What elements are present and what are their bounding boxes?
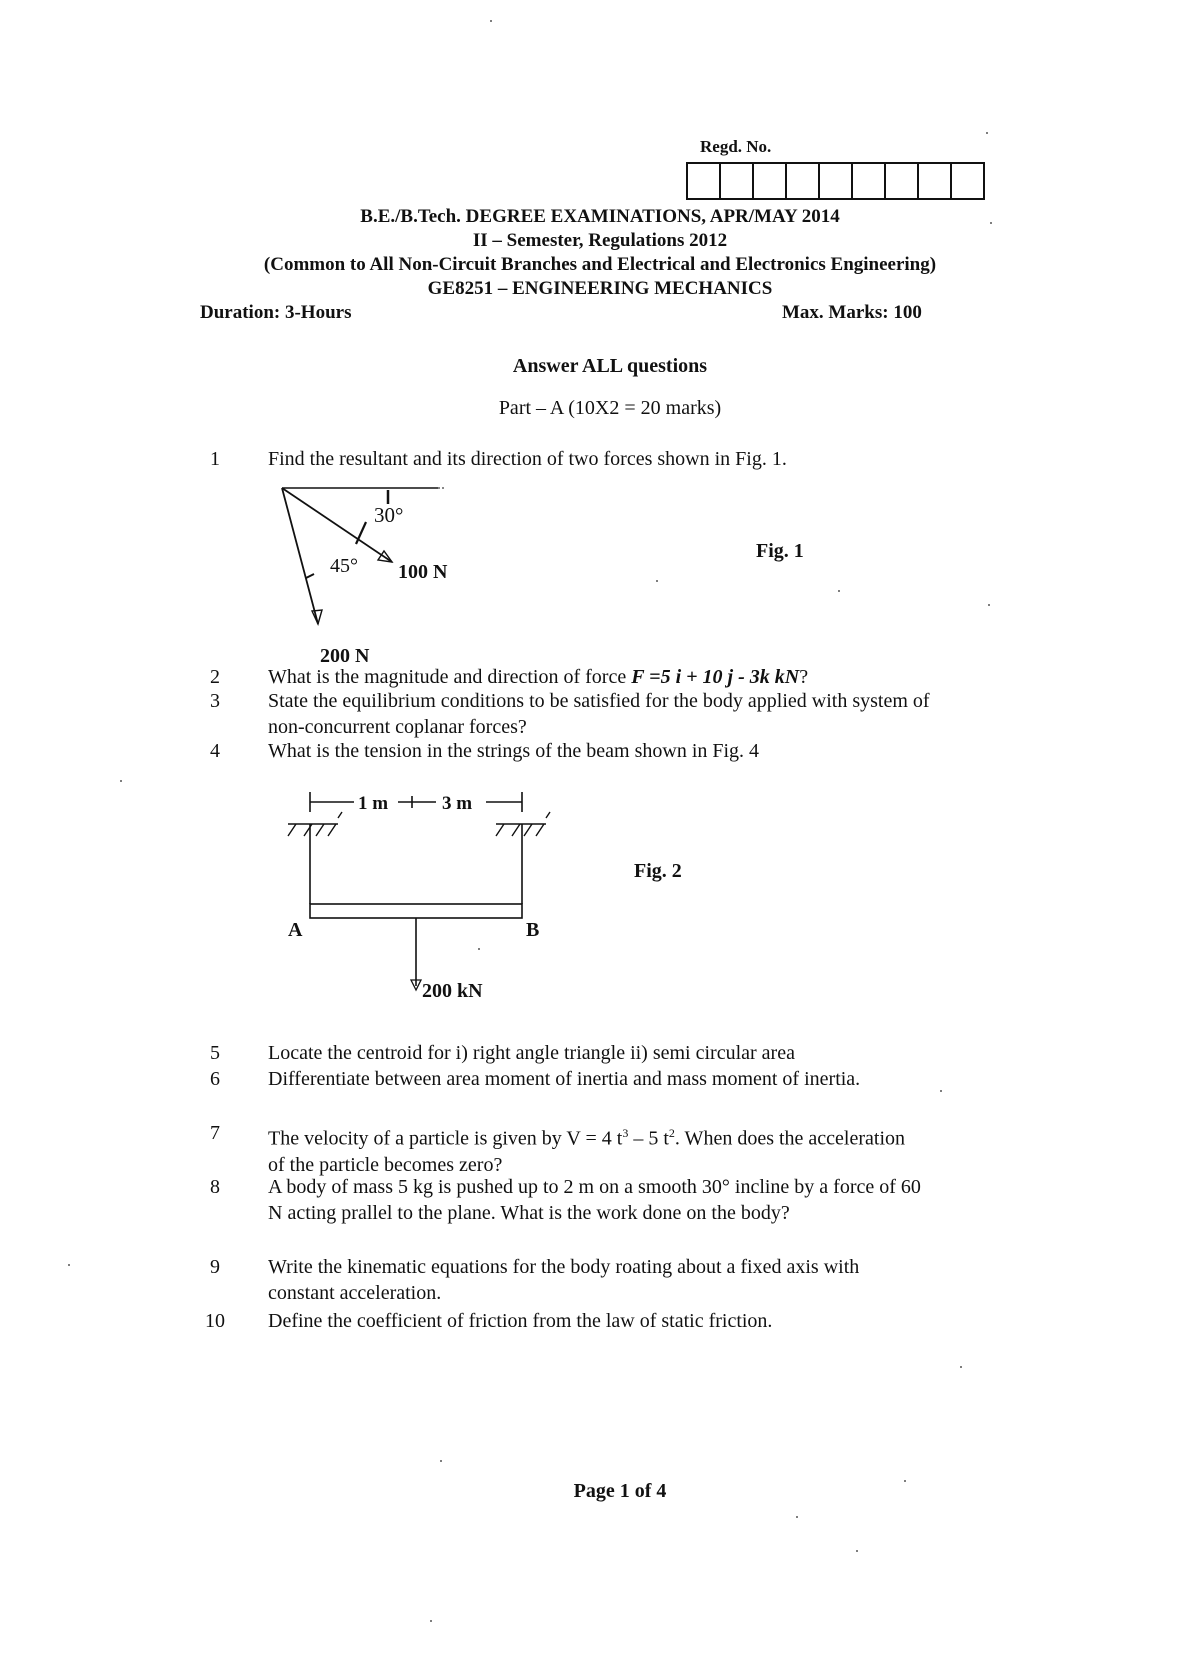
fig2-beam-diagram: [270, 790, 570, 1005]
fig2-load: 200 kN: [422, 980, 483, 1002]
question-text: Define the coefficient of friction from the law of static friction.: [268, 1310, 773, 1332]
answer-all-instruction: Answer ALL questions: [512, 355, 708, 377]
common-to-line: (Common to All Non-Circuit Branches and Electrical and Electronics Engineering): [263, 254, 937, 275]
fig2-dim-3m: 3 m: [442, 793, 473, 814]
question-text: Find the resultant and its direction of two forces shown in Fig. 1.: [268, 448, 787, 470]
question-text: Write the kinematic equations for the body roating about a fixed axis with constant acceleration.: [268, 1256, 860, 1304]
question-number: 4: [210, 740, 220, 762]
question-text: Differentiate between area moment of inertia and mass moment of inertia.: [268, 1068, 861, 1090]
question-number: 3: [210, 690, 220, 712]
fig2-point-b: B: [526, 919, 540, 941]
question-text: The velocity of a particle is given by V = 4 $t^3 - 5$ $t^2$. When does the acceleration of the particle becomes zero?: [268, 1126, 905, 1176]
max-marks: Max. Marks: 100: [782, 302, 922, 323]
regd-number-boxes: [686, 162, 985, 200]
question-text: Locate the centroid for i) right angle triangle ii) semi circular area: [268, 1042, 795, 1064]
semester-line: II – Semester, Regulations 2012: [472, 230, 728, 251]
fig1-force-100: 100 N: [398, 561, 448, 583]
fig2-label: Fig. 2: [634, 860, 682, 882]
part-a-heading: Part – A (10X2 = 20 marks): [498, 397, 722, 419]
fig2-dim-1m: 1 m: [358, 793, 389, 814]
question-number: 7: [210, 1122, 220, 1144]
question-text: What is the magnitude and direction of force F =5 i + 10 j - 3k kN?: [268, 666, 809, 688]
question-number: 8: [210, 1176, 220, 1198]
fig1-angle-45: 45°: [330, 555, 358, 577]
page-number: Page 1 of 4: [573, 1480, 667, 1502]
question-number: 10: [205, 1310, 225, 1332]
question-number: 1: [210, 448, 220, 470]
question-number: 6: [210, 1068, 220, 1090]
exam-title: B.E./B.Tech. DEGREE EXAMINATIONS, APR/MAY 2014: [360, 206, 840, 227]
regd-label: Regd. No.: [700, 137, 772, 156]
question-number: 9: [210, 1256, 220, 1278]
question-number: 5: [210, 1042, 220, 1064]
question-number: 2: [210, 666, 220, 688]
question-text: What is the tension in the strings of the beam shown in Fig. 4: [268, 740, 760, 762]
duration: Duration: 3-Hours: [200, 302, 352, 323]
fig1-force-200: 200 N: [320, 645, 370, 664]
question-text: A body of mass 5 kg is pushed up to 2 m on a smooth 30° incline by a force of 60 N acting prallel to the plane. What is the work done on the body?: [268, 1176, 921, 1224]
fig2-point-a: A: [288, 919, 303, 941]
course-title: GE8251 – ENGINEERING MECHANICS: [427, 278, 773, 299]
fig1-label: Fig. 1: [756, 540, 804, 562]
question-text: State the equilibrium conditions to be satisfied for the body applied with system of non-concurrent coplanar forces?: [268, 690, 930, 738]
fig1-force-diagram: [270, 478, 510, 664]
fig1-angle-30: 30°: [374, 503, 404, 527]
